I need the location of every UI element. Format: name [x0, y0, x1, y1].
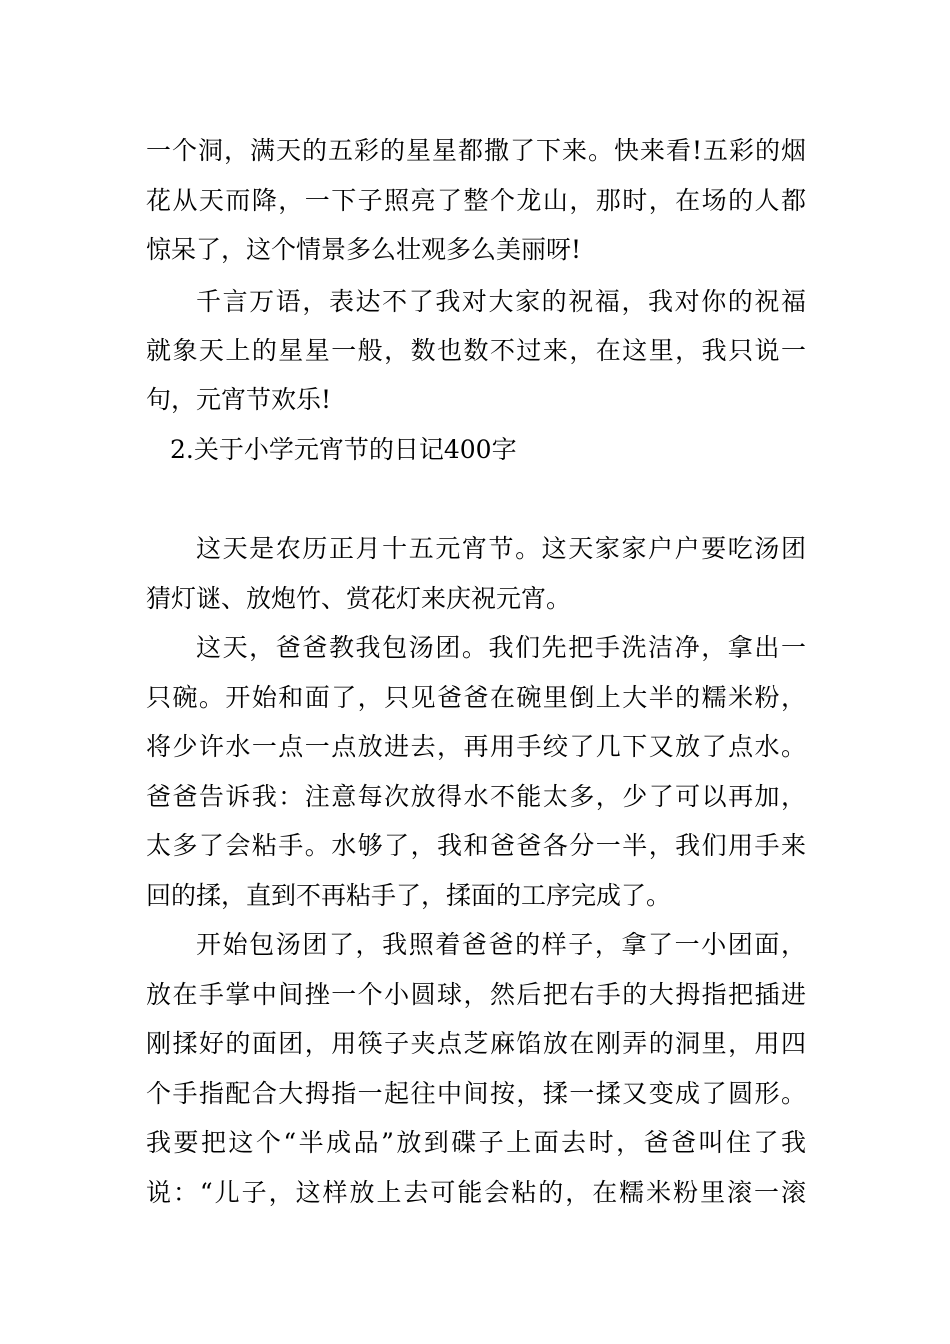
- text-line: 我要把这个“半成品”放到碟子上面去时，爸爸叫住了我: [146, 1128, 806, 1157]
- text-line: 一个洞，满天的五彩的星星都撒了下来。快来看!五彩的烟: [146, 136, 806, 165]
- text-line: 将少许水一点一点放进去，再用手绞了几下又放了点水。: [146, 732, 806, 761]
- text-line: 开始包汤团了，我照着爸爸的样子，拿了一小团面，: [196, 930, 806, 959]
- text-line: 刚揉好的面团，用筷子夹点芝麻馅放在刚弄的洞里，用四: [146, 1029, 806, 1058]
- text-line: 千言万语，表达不了我对大家的祝福，我对你的祝福: [196, 287, 806, 316]
- text-line: 这天，爸爸教我包汤团。我们先把手洗洁净，拿出一: [196, 633, 806, 662]
- text-line: 猜灯谜、放炮竹、赏花灯来庆祝元宵。: [146, 584, 572, 613]
- text-line: 花从天而降，一下子照亮了整个龙山，那时，在场的人都: [146, 186, 806, 215]
- section-heading: 2.关于小学元宵节的日记400字: [170, 435, 517, 464]
- text-line: 惊呆了，这个情景多么壮观多么美丽呀!: [146, 235, 582, 264]
- text-line: 句，元宵节欢乐!: [146, 385, 332, 414]
- text-line: 这天是农历正月十五元宵节。这天家家户户要吃汤团: [196, 534, 806, 563]
- text-line: 只碗。开始和面了，只见爸爸在碗里倒上大半的糯米粉，: [146, 683, 806, 712]
- text-line: 说：“儿子，这样放上去可能会粘的，在糯米粉里滚一滚: [146, 1178, 806, 1207]
- text-line: 爸爸告诉我：注意每次放得水不能太多，少了可以再加，: [146, 782, 806, 811]
- text-line: 太多了会粘手。水够了，我和爸爸各分一半，我们用手来: [146, 831, 806, 860]
- text-line: 就象天上的星星一般，数也数不过来，在这里，我只说一: [146, 336, 806, 365]
- text-line: 回的揉，直到不再粘手了，揉面的工序完成了。: [146, 881, 672, 910]
- text-line: 个手指配合大拇指一起往中间按，揉一揉又变成了圆形。: [146, 1079, 806, 1108]
- text-line: 放在手掌中间挫一个小圆球，然后把右手的大拇指把插进: [146, 980, 806, 1009]
